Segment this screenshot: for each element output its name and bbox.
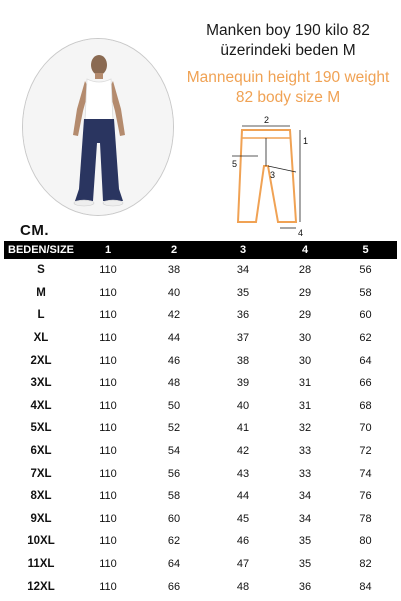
measure-cell: 54 <box>167 445 181 458</box>
measure-cell: 84 <box>359 580 372 593</box>
measure-cell: 36 <box>298 580 312 593</box>
header-size: BEDEN/SIZE <box>4 241 78 259</box>
measure-cell: 110 <box>99 286 117 299</box>
measure-cell: 110 <box>99 377 117 390</box>
table-row <box>4 349 397 372</box>
measure-cell: 110 <box>99 309 117 322</box>
measure-cell: 34 <box>298 512 312 525</box>
measure-cell: 36 <box>236 309 250 322</box>
turkish-caption <box>178 21 398 61</box>
measure-cell: 66 <box>167 580 181 593</box>
measure-cell: 38 <box>167 264 181 277</box>
measure-cell: 64 <box>359 354 372 367</box>
measure-cell: 74 <box>359 467 372 480</box>
measure-cell: 58 <box>167 490 181 503</box>
measure-cell: 38 <box>236 354 250 367</box>
size-cell: 9XL <box>30 512 52 525</box>
measure-cell: 31 <box>298 377 312 390</box>
measure-cell: 32 <box>298 422 312 435</box>
measure-cell: 35 <box>298 558 312 571</box>
model-photo <box>22 38 174 216</box>
english-caption-line2: 82 body size M <box>235 89 341 106</box>
size-cell: M <box>36 286 46 299</box>
measure-cell: 33 <box>298 467 312 480</box>
measure-cell: 78 <box>359 512 372 525</box>
measure-cell: 29 <box>298 286 312 299</box>
header-3: 3 <box>210 241 276 259</box>
measure-cell: 46 <box>167 354 181 367</box>
measure-cell: 50 <box>167 399 181 412</box>
table-body <box>4 259 397 598</box>
measure-cell: 40 <box>167 286 181 299</box>
model-illustration <box>23 39 173 215</box>
table-row <box>4 417 397 440</box>
size-cell: XL <box>33 332 49 345</box>
size-cell: 4XL <box>30 399 52 412</box>
measure-cell: 44 <box>167 332 181 345</box>
header-5: 5 <box>334 241 397 259</box>
measure-cell: 110 <box>99 399 117 412</box>
table-row <box>4 530 397 553</box>
measure-cell: 82 <box>359 558 372 571</box>
measure-cell: 68 <box>359 399 372 412</box>
measure-cell: 64 <box>167 558 181 571</box>
english-caption-line1: Mannequin height 190 weight <box>186 69 390 86</box>
unit-label: CM. <box>20 222 49 239</box>
size-cell: 11XL <box>27 558 55 571</box>
measure-cell: 37 <box>236 332 250 345</box>
measure-cell: 43 <box>236 467 250 480</box>
measure-cell: 33 <box>298 445 312 458</box>
table-row <box>4 575 397 598</box>
measure-cell: 110 <box>99 535 117 548</box>
pants-measurement-diagram <box>228 112 318 242</box>
size-cell: L <box>37 309 45 322</box>
measure-cell: 58 <box>359 286 372 299</box>
measure-cell: 62 <box>359 332 372 345</box>
table-row <box>4 485 397 508</box>
english-caption <box>178 68 398 108</box>
size-cell: S <box>37 264 45 277</box>
measure-cell: 110 <box>99 422 117 435</box>
size-cell: 2XL <box>30 354 52 367</box>
measure-cell: 42 <box>167 309 181 322</box>
pants-outline <box>238 130 296 222</box>
table-header-row <box>4 241 397 259</box>
measure-cell: 47 <box>236 558 250 571</box>
measure-cell: 60 <box>359 309 372 322</box>
table-row <box>4 508 397 531</box>
diagram-label-5: 5 <box>232 159 238 169</box>
measure-cell: 60 <box>167 512 181 525</box>
measure-cell: 48 <box>236 580 250 593</box>
size-cell: 6XL <box>30 445 52 458</box>
measure-cell: 35 <box>298 535 312 548</box>
size-chart-table <box>4 241 397 598</box>
measure-cell: 45 <box>236 512 250 525</box>
measure-cell: 40 <box>236 399 250 412</box>
diagram-label-4: 4 <box>298 228 304 238</box>
header-1: 1 <box>78 241 138 259</box>
measure-cell: 110 <box>99 580 117 593</box>
table-row <box>4 462 397 485</box>
measure-cell: 39 <box>236 377 250 390</box>
size-cell: 12XL <box>27 580 55 593</box>
size-cell: 8XL <box>30 490 52 503</box>
measure-cell: 41 <box>236 422 250 435</box>
size-cell: 5XL <box>30 422 52 435</box>
measure-cell: 62 <box>167 535 181 548</box>
measure-cell: 72 <box>359 445 372 458</box>
table-row <box>4 553 397 576</box>
table-row <box>4 259 397 282</box>
measure-cell: 110 <box>99 445 117 458</box>
measure-cell: 34 <box>236 264 250 277</box>
measure-cell: 76 <box>359 490 372 503</box>
measure-cell: 48 <box>167 377 181 390</box>
measure-cell: 110 <box>99 558 117 571</box>
table-row <box>4 372 397 395</box>
table-row <box>4 327 397 350</box>
measure-cell: 110 <box>99 512 117 525</box>
header-2: 2 <box>138 241 210 259</box>
size-cell: 10XL <box>27 535 55 548</box>
table-row <box>4 440 397 463</box>
diagram-label-2: 2 <box>264 115 270 125</box>
measure-cell: 110 <box>99 490 117 503</box>
size-cell: 7XL <box>30 467 52 480</box>
measure-cell: 56 <box>167 467 181 480</box>
measure-cell: 80 <box>359 535 372 548</box>
measure-cell: 34 <box>298 490 312 503</box>
measure-cell: 110 <box>99 354 117 367</box>
table-row <box>4 282 397 305</box>
measure-cell: 70 <box>359 422 372 435</box>
turkish-caption-line1: Manken boy 190 kilo 82 <box>206 22 370 39</box>
measure-cell: 42 <box>236 445 250 458</box>
size-cell: 3XL <box>30 377 52 390</box>
table-row <box>4 304 397 327</box>
measure-cell: 52 <box>167 422 181 435</box>
measure-cell: 30 <box>298 332 312 345</box>
measure-cell: 110 <box>99 467 117 480</box>
measure-cell: 46 <box>236 535 250 548</box>
measure-cell: 56 <box>359 264 372 277</box>
measure-cell: 31 <box>298 399 312 412</box>
table-row <box>4 395 397 418</box>
measure-cell: 66 <box>359 377 372 390</box>
turkish-caption-line2: üzerindeki beden M <box>220 42 356 59</box>
measure-cell: 30 <box>298 354 312 367</box>
measure-cell: 44 <box>236 490 250 503</box>
diagram-label-1: 1 <box>303 136 309 146</box>
measure-cell: 110 <box>99 332 117 345</box>
measure-cell: 110 <box>99 264 117 277</box>
measure-cell: 35 <box>236 286 250 299</box>
header-4: 4 <box>276 241 334 259</box>
measure-cell: 29 <box>298 309 312 322</box>
diagram-label-3: 3 <box>270 170 276 180</box>
measure-cell: 28 <box>298 264 312 277</box>
